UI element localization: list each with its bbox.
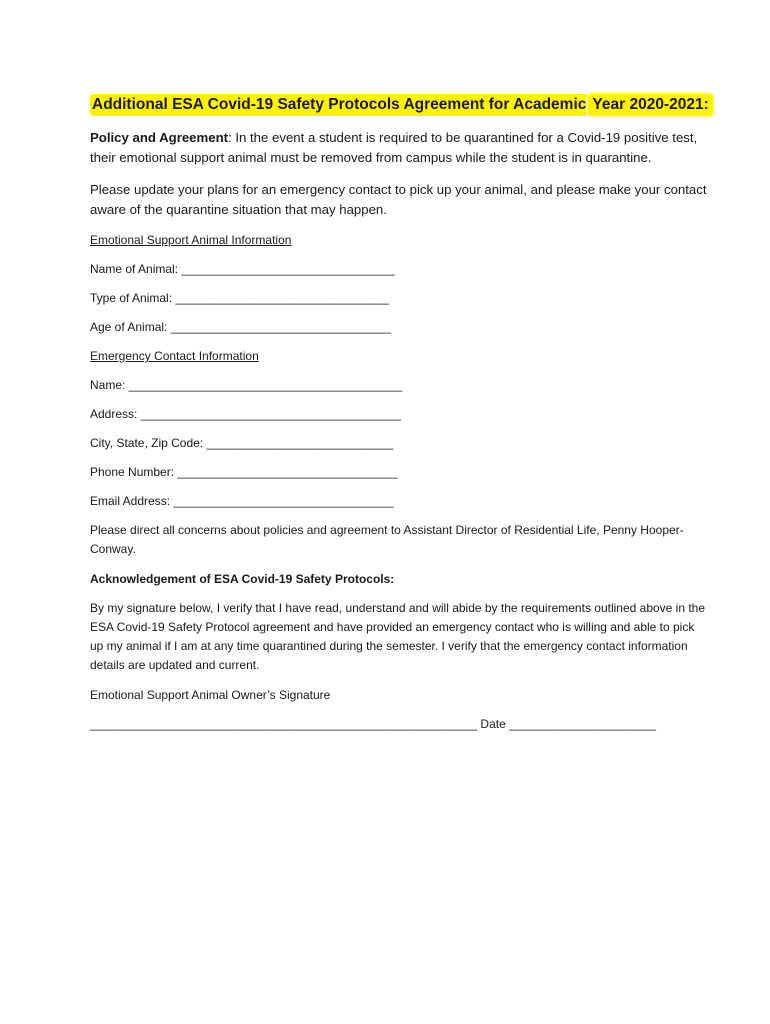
document-page: [90, 94, 710, 733]
policy-text: : In the event a student is required to be quarantined for a Covid-19 positive test, their emotional support animal must be removed from campus while the student is in quarantine.: [90, 130, 698, 165]
signature-date-line[interactable]: __________________________________________________________ Date ______________________: [90, 717, 656, 731]
acknowledgement-paragraph: By my signature below, I verify that I have read, understand and will abide by the requirements outlined above in the ESA Covid-19 Safety Protocol agreement and have provided an emergency contact who is willing and able to pick up my animal if I am at any time quarantined during the semester. I verify that the emergency contact information details are updated and current.: [90, 601, 706, 672]
title-part-1: Additional ESA Covid-19 Safety Protocols Agreement for Academic: [92, 96, 587, 113]
animal-type-field[interactable]: Type of Animal: ________________________________: [90, 291, 389, 305]
policy-label: Policy and Agreement: [90, 130, 229, 145]
animal-section-heading: Emotional Support Animal Information: [90, 233, 292, 247]
policy-paragraph: [90, 128, 710, 168]
contact-section-heading: Emergency Contact Information: [90, 349, 259, 363]
contact-name-field[interactable]: Name: _________________________________________: [90, 378, 403, 392]
animal-name-field[interactable]: Name of Animal: ________________________________: [90, 262, 395, 276]
update-paragraph: Please update your plans for an emergency contact to pick up your animal, and please make your contact aware of the quarantine situation that may happen.: [90, 182, 707, 217]
contact-address-field[interactable]: Address: _______________________________________: [90, 407, 401, 421]
animal-age-field[interactable]: Age of Animal: _________________________________: [90, 320, 391, 334]
acknowledgement-heading: Acknowledgement of ESA Covid-19 Safety Protocols:: [90, 572, 395, 586]
contact-city-state-zip-field[interactable]: City, State, Zip Code: ____________________________: [90, 436, 394, 450]
contact-email-field[interactable]: Email Address: _________________________________: [90, 494, 394, 508]
concerns-paragraph: Please direct all concerns about policies and agreement to Assistant Director of Residential Life, Penny Hooper-Conway.: [90, 523, 684, 556]
contact-phone-field[interactable]: Phone Number: _________________________________: [90, 465, 398, 479]
title-part-2: Year 2020-2021:: [588, 94, 712, 116]
document-title: [90, 94, 715, 116]
signature-label: Emotional Support Animal Owner’s Signature: [90, 688, 331, 702]
